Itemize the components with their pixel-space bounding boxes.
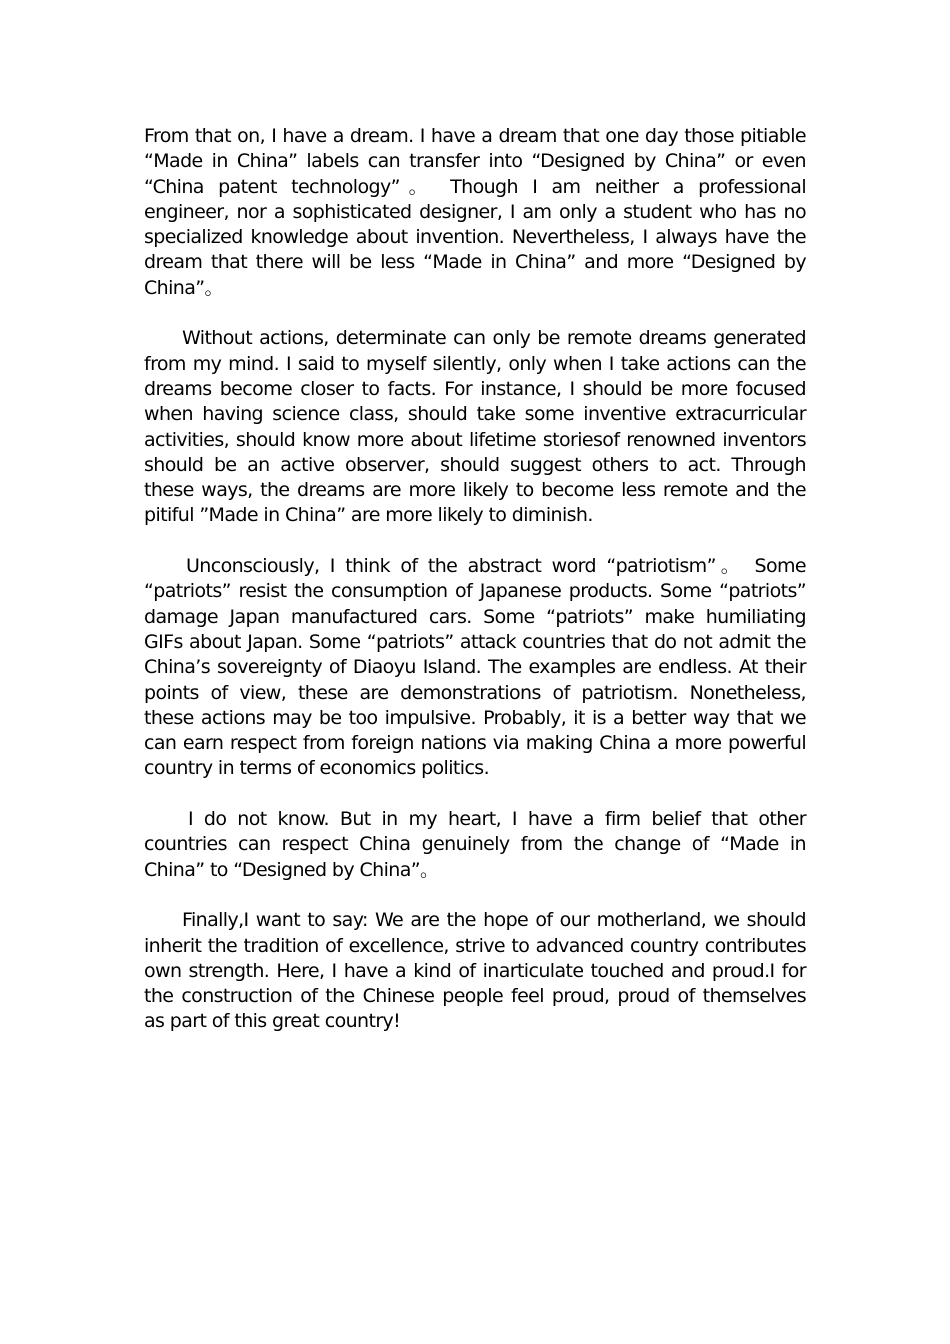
paragraph-conclusion: Finally,I want to say: We are the hope of our motherland, we should inherit the tradition of excellence, strive to advanced country contributes own strength. Here, I have a kind of inarticulate touched and proud.I for the construction of the Chinese people feel proud, proud of themselves as part of this great country! — [144, 909, 806, 1033]
paragraph-patriotism: Unconsciously, I think of the abstract word “patriotism”。 Some “patriots” resist the consumption of Japanese products. Some “patriots” damage Japan manufactured cars. Some “patriots” make humiliating GIFs about Japan. Some “patriots” attack countries that do not admit the China’s sovereignty of Diaoyu Island. The examples are endless. At their points of view, these are demonstrations of patriotism. Nonetheless, these actions may be too impulsive. Probably, it is a better way that we can earn respect from foreign nations via making China a more powerful country in terms of economics politics. — [144, 555, 806, 780]
paragraph-dream: From that on, I have a dream. I have a dream that one day those pitiable “Made in China” labels can transfer into “Designed by China” or even “China patent technology”。 Though I am neither a professional engineer, nor a sophisticated designer, I am only a student who has no specialized knowledge about invention. Nevertheless, I always have the dream that there will be less “Made in China” and more “Designed by China”。 — [144, 125, 806, 299]
paragraph-belief: I do not know. But in my heart, I have a firm belief that other countries can respect China genuinely from the change of “Made in China” to “Designed by China”。 — [144, 808, 806, 881]
document-body — [144, 124, 806, 1060]
paragraph-actions: Without actions, determinate can only be remote dreams generated from my mind. I said to myself silently, only when I take actions can the dreams become closer to facts. For instance, I should be more focused when having science class, should take some inventive extracurricular activities, should know more about lifetime storiesof renowned inventors should be an active observer, should suggest others to act. Through these ways, the dreams are more likely to become less remote and the pitiful ”Made in China” are more likely to diminish. — [144, 327, 806, 527]
